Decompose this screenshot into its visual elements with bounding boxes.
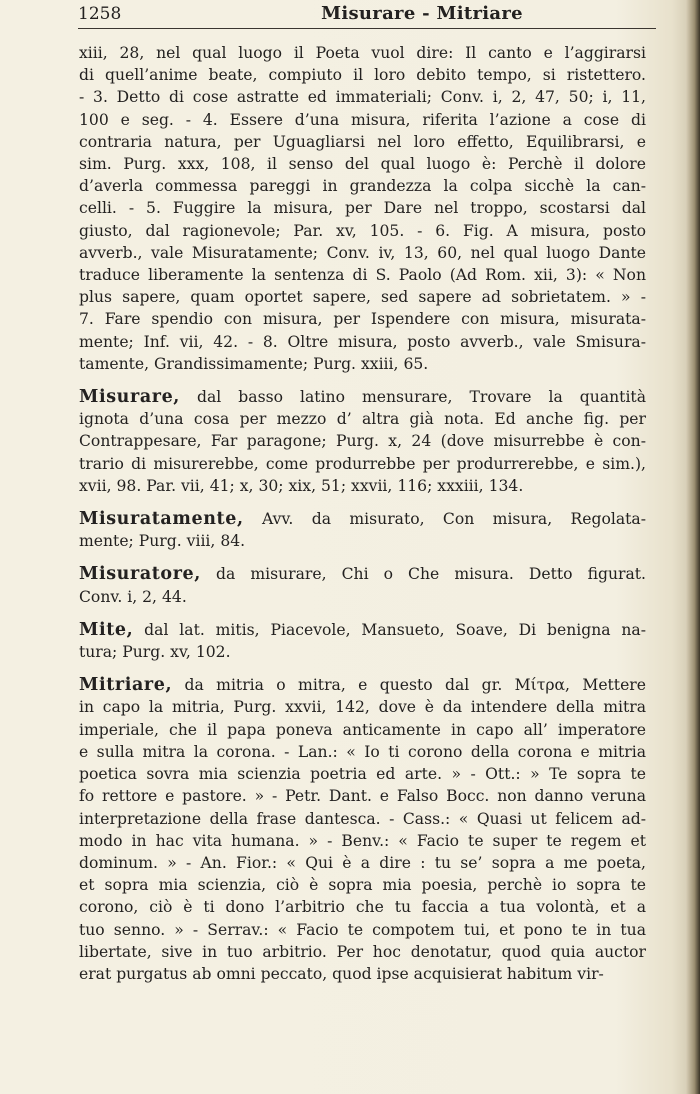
text-line: tamente, Grandissimamente; Purg. xxiii, 65.	[79, 354, 429, 373]
headword: Misuratore,	[79, 564, 201, 585]
text-line: erat purgatus ab omni peccato, quod ipse acquisierat habitum vir-	[79, 964, 604, 983]
text-line: xiii, 28, nel qual luogo il Poeta vuol dire: Il canto e l’aggirarsi	[79, 44, 646, 62]
text-line: contraria natura, per Uguagliarsi nel loro effetto, Equilibrarsi, e	[79, 132, 646, 151]
text-line: libertate, sive in tuo arbitrio. Per hoc denotatur, quod quia auctor	[79, 942, 646, 961]
entry-mite	[79, 619, 646, 663]
text-line: plus sapere, quam oportet sapere, sed sapere ad sobrietatem. » -	[79, 288, 646, 307]
text-line: Conv. i, 2, 44.	[79, 587, 187, 606]
headword: Misurare,	[79, 387, 181, 408]
text-line: modo in hac vita humana. » - Benv.: « Facio te super te regem et	[79, 831, 646, 850]
text-line: d’averla commessa pareggi in grandezza la colpa sicchè la can-	[79, 177, 646, 196]
text-line: in capo la mitria, Purg. xxvii, 142, dove è da intendere della mitra	[79, 698, 646, 717]
text-line: traduce liberamente la sentenza di S. Paolo (Ad Rom. xii, 3): « Non	[79, 266, 646, 285]
running-head: Misurare - Mitriare	[321, 3, 523, 24]
entry-misuratamente	[79, 508, 646, 552]
text-line: Mite, dal lat. mitis, Piacevole, Mansueto, Soave, Di benigna na-	[79, 619, 646, 640]
text-line: e sulla mitra la corona. - Lan.: « Io ti corono della corona e mitria	[79, 742, 646, 761]
text-line: avverb., vale Misuratamente; Conv. iv, 13, 60, nel qual luogo Dante	[79, 243, 646, 262]
entry-misuratore	[79, 563, 646, 607]
text-line: et sopra mia scienzia, ciò è sopra mia poesia, perchè io sopra te	[79, 876, 646, 895]
text-line: ignota d’una cosa per mezzo d’ altra già nota. Ed anche fig. per	[79, 410, 646, 429]
text-line: trario di misurerebbe, come produrrebbe per produrrerebbe, e sim.),	[79, 454, 646, 473]
text-line: dominum. » - An. Fior.: « Qui è a dire : tu se’ sopra a me poeta,	[79, 853, 646, 872]
text-line: Mitriare, da mitria o mitra, e questo dal gr. Μίτρα, Mettere	[79, 675, 646, 696]
page-edge-shadow	[686, 0, 700, 1094]
text-line: tura; Purg. xv, 102.	[79, 643, 231, 662]
text-line: poetica sovra mia scienzia poetria ed arte. » - Ott.: » Te sopra te	[79, 765, 646, 784]
text-line: 100 e seg. - 4. Essere d’una misura, riferita l’azione a cose di	[79, 110, 646, 129]
text-line: Misurare, dal basso latino mensurare, Trovare la quantità	[79, 387, 646, 408]
text-line: imperiale, che il papa poneva anticamente in capo all’ imperatore	[79, 720, 646, 739]
text-line: di quell’anime beate, compiuto il loro debito tempo, si ristettero.	[79, 66, 646, 85]
headword: Mite,	[79, 619, 134, 640]
text-line: Contrappesare, Far paragone; Purg. x, 24 (dove misurrebbe è con-	[79, 432, 646, 451]
headword: Misuratamente,	[79, 509, 244, 530]
text-line: celli. - 5. Fuggire la misura, per Dare nel troppo, scostarsi dal	[79, 199, 646, 218]
text-line: corono, ciò è ti dono l’arbitrio che tu faccia a tua volontà, et a	[79, 898, 646, 917]
page-header	[78, 2, 656, 29]
headword: Mitriare,	[79, 675, 173, 696]
dictionary-text	[79, 42, 646, 985]
text-line: mente; Purg. viii, 84.	[79, 532, 246, 551]
text-line: Misuratamente, Avv. da misurato, Con misura, Regolata-	[79, 509, 646, 530]
text-line: sim. Purg. xxx, 108, il senso del qual luogo è: Perchè il dolore	[79, 155, 646, 174]
entry-continuation	[79, 42, 646, 375]
page-number: 1258	[78, 4, 122, 24]
text-line: fo rettore e pastore. » - Petr. Dant. e Falso Bocc. non danno veruna	[79, 787, 646, 806]
entry-mitriare	[79, 674, 646, 985]
text-line: xvii, 98. Par. vii, 41; x, 30; xix, 51; xxvii, 116; xxxiii, 134.	[79, 476, 524, 495]
text-line: - 3. Detto di cose astratte ed immateriali; Conv. i, 2, 47, 50; i, 11,	[79, 88, 646, 107]
text-line: giusto, dal ragionevole; Par. xv, 105. - 6. Fig. A misura, posto	[79, 221, 646, 240]
text-line: interpretazione della frase dantesca. - Cass.: « Quasi ut felicem ad-	[79, 809, 646, 828]
entry-misurare	[79, 386, 646, 497]
text-line: mente; Inf. vii, 42. - 8. Oltre misura, posto avverb., vale Smisura-	[79, 332, 646, 351]
text-line: 7. Fare spendio con misura, per Ispendere con misura, misurata-	[79, 310, 646, 329]
text-line: Misuratore, da misurare, Chi o Che misura. Detto figurat.	[79, 564, 646, 585]
text-line: tuo senno. » - Serrav.: « Facio te compotem tui, et pono te in tua	[79, 920, 646, 939]
